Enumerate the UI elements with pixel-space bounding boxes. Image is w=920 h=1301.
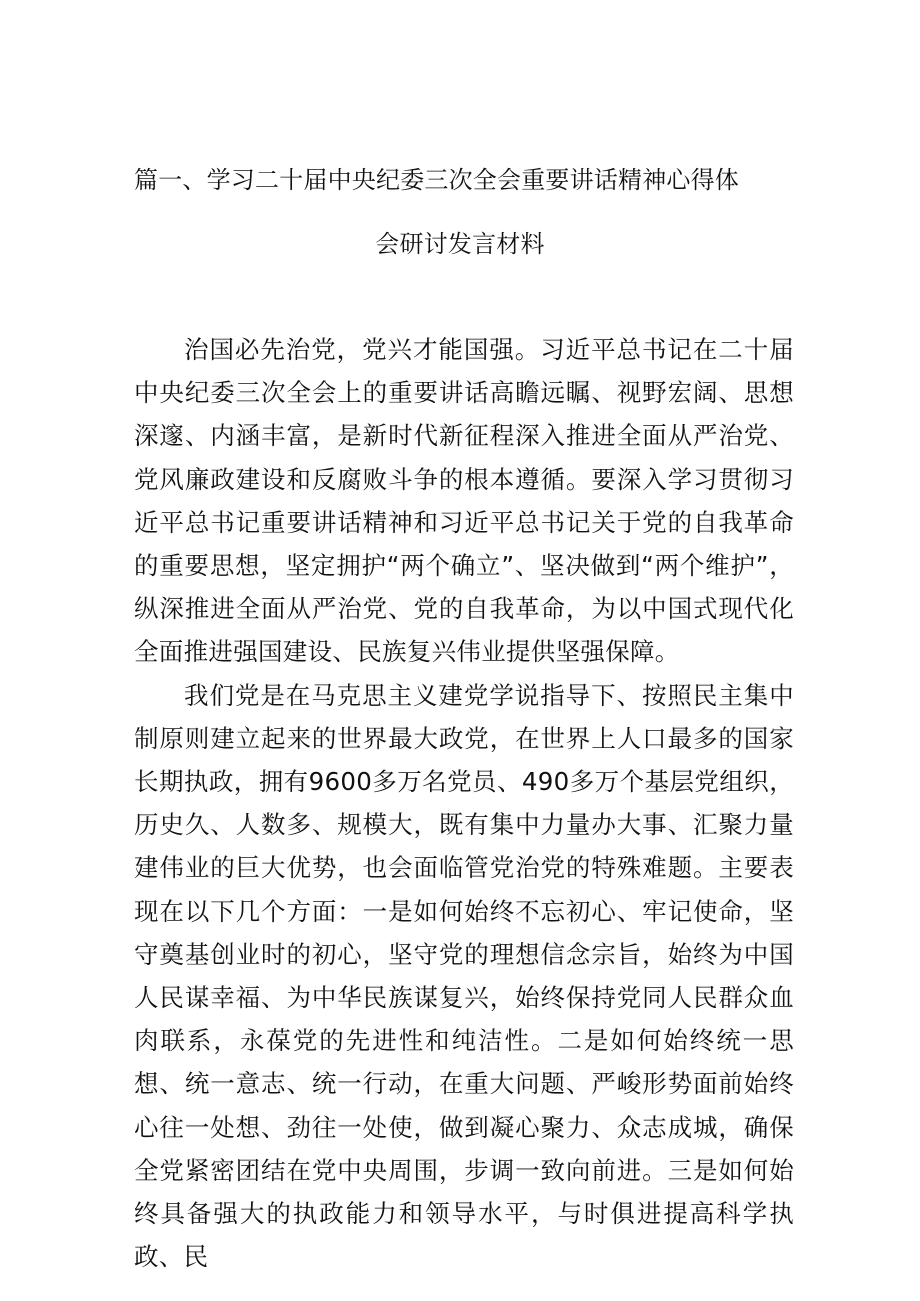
document-body <box>134 328 794 1278</box>
document-title-line-2: 会研讨发言材料 <box>375 230 545 258</box>
document-title-line-1: 篇一、学习二十届中央纪委三次全会重要讲话精神心得体 <box>134 166 739 194</box>
body-paragraph-1: 治国必先治党，党兴才能国强。习近平总书记在二十届中央纪委三次全会上的重要讲话高瞻远瞩、视野宏阔、思想深邃、内涵丰富，是新时代新征程深入推进全面从严治党、党风廉政建设和反腐败斗争的根本遵循。要深入学习贯彻习近平总书记重要讲话精神和习近平总书记关于党的自我革命的重要思想，坚定拥护“两个确立”、坚决做到“两个维护”，纵深推进全面从严治党、党的自我革命，为以中国式现代化全面推进强国建设、民族复兴伟业提供坚强保障。 <box>134 335 794 667</box>
body-paragraph-2: 我们党是在马克思主义建党学说指导下、按照民主集中制原则建立起来的世界最大政党，在世界上人口最多的国家长期执政，拥有9600多万名党员、490多万个基层党组织，历史久、人数多、规模大，既有集中力量办大事、汇聚力量建伟业的巨大优势，也会面临管党治党的特殊难题。主要表现在以下几个方面：一是如何始终不忘初心、牢记使命，坚守奠基创业时的初心，坚守党的理想信念宗旨，始终为中国人民谋幸福、为中华民族谋复兴，始终保持党同人民群众血肉联系，永葆党的先进性和纯洁性。二是如何始终统一思想、统一意志、统一行动，在重大问题、严峻形势面前始终心往一处想、劲往一处使，做到凝心聚力、众志成城，确保全党紧密团结在党中央周围，步调一致向前进。三是如何始终具备强大的执政能力和领导水平，与时俱进提高科学执政、民 <box>134 680 794 1272</box>
